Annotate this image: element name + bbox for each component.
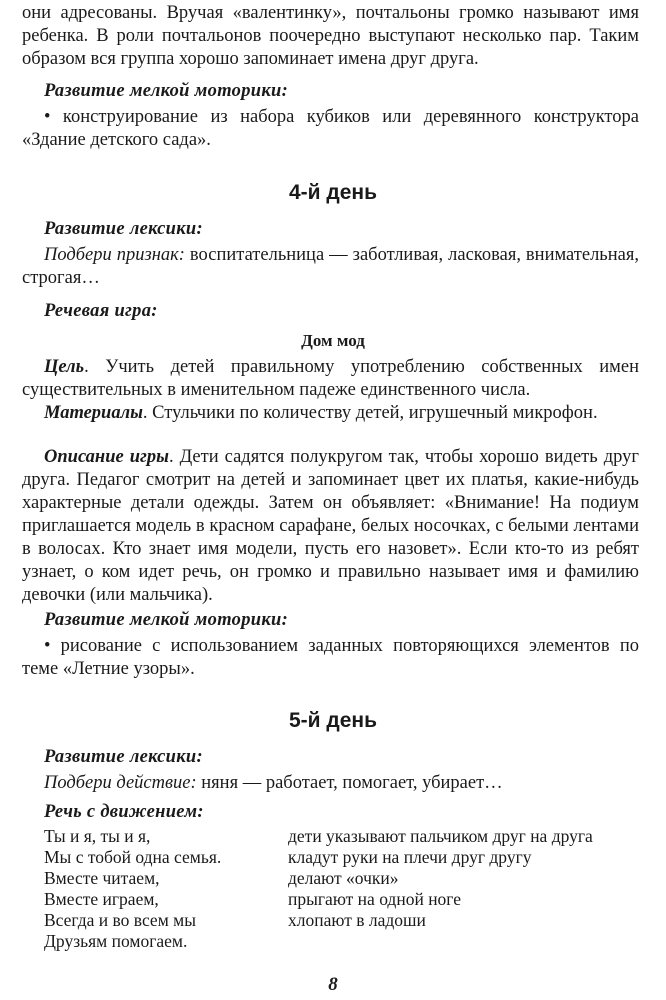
lexicon-heading-4: Развитие лексики: (44, 219, 203, 239)
intro-paragraph: они адресованы. Вручая «валентинку», почтальоны громко называют имя ребенка. В роли почтальонов поочередно выступают несколько пар. Таким образом вся группа хорошо запоминает имена друг друга. (22, 3, 639, 69)
poem-row (44, 868, 644, 889)
poem-line: Вместе играем, (44, 889, 159, 909)
poem-line: Ты и я, ты и я, (44, 826, 151, 846)
materials-text: . Стульчики по количеству детей, игрушечный микрофон. (142, 403, 598, 423)
lexicon-heading-5: Развитие лексики: (44, 747, 203, 767)
poem-row (44, 847, 644, 868)
lexicon-text-4: воспитательница — заботливая, ласковая, внимательная, строгая… (22, 245, 639, 288)
poem-action: прыгают на одной ноге (288, 889, 462, 909)
day-5-title: 5-й день (288, 709, 378, 732)
motor-bullet-4: • рисование с использованием заданных повторяющихся элементов по теме «Летние узоры». (22, 636, 639, 679)
poem-action: кладут руки на плечи друг другу (288, 847, 532, 867)
day-4-title: 4-й день (288, 181, 378, 204)
poem-line: Мы с тобой одна семья. (44, 847, 222, 867)
motor-heading-4: Развитие мелкой моторики: (44, 610, 289, 630)
poem-line: Всегда и во всем мы (44, 910, 196, 930)
poem-line: Друзьям помогаем. (44, 931, 188, 951)
lexicon-prompt-5: Подбери действие: (44, 773, 197, 793)
poem-action: делают «очки» (288, 868, 399, 888)
goal-paragraph (22, 356, 639, 402)
lexicon-paragraph-5 (22, 772, 639, 795)
game-heading: Речевая игра: (44, 301, 158, 321)
poem-row (44, 910, 644, 931)
goal-text: . Учить детей правильному употреблению собственных имен существительных в именительном падеже единственного числа. (22, 357, 639, 400)
poem-row (44, 889, 644, 910)
poem-action (288, 931, 644, 952)
poem-action: дети указывают пальчиком друг на друга (288, 826, 593, 846)
poem-row (44, 931, 644, 952)
game-title: Дом мод (301, 331, 365, 350)
lexicon-paragraph-4 (22, 244, 639, 290)
description-label: Описание игры (44, 447, 169, 467)
materials-paragraph (22, 402, 639, 425)
movement-heading: Речь с движением: (44, 802, 204, 822)
poem-line: Вместе читаем, (44, 868, 160, 888)
motor-bullet-1: • конструирование из набора кубиков или деревянного конструктора «Здание детского сада». (22, 107, 639, 150)
materials-label: Материалы (44, 403, 143, 423)
poem-row (44, 826, 644, 847)
poem (44, 826, 644, 952)
motor-heading-1: Развитие мелкой моторики: (44, 81, 289, 101)
description-text: . Дети садятся полукругом так, чтобы хорошо видеть друг друга. Педагог смотрит на детей и запоминает цвет их платья, какие-нибудь характерные детали одежды. Затем он объявляет: «Внимание! На подиум приглашается модель в красном сарафане, белых носочках, с белыми лентами в волосах. Кто знает имя модели, пусть его назовет». Если кто-то из ребят узнает, о ком идет речь, он громко и правильно называет имя и фамилию девочки (или мальчика). (22, 447, 639, 605)
goal-label: Цель (44, 357, 85, 377)
lexicon-text-5: няня — работает, помогает, убирает… (196, 773, 503, 793)
lexicon-prompt-4: Подбери признак: (44, 245, 185, 265)
page-number: 8 (328, 974, 338, 995)
poem-action: хлопают в ладоши (288, 910, 426, 930)
description-paragraph (22, 446, 639, 607)
